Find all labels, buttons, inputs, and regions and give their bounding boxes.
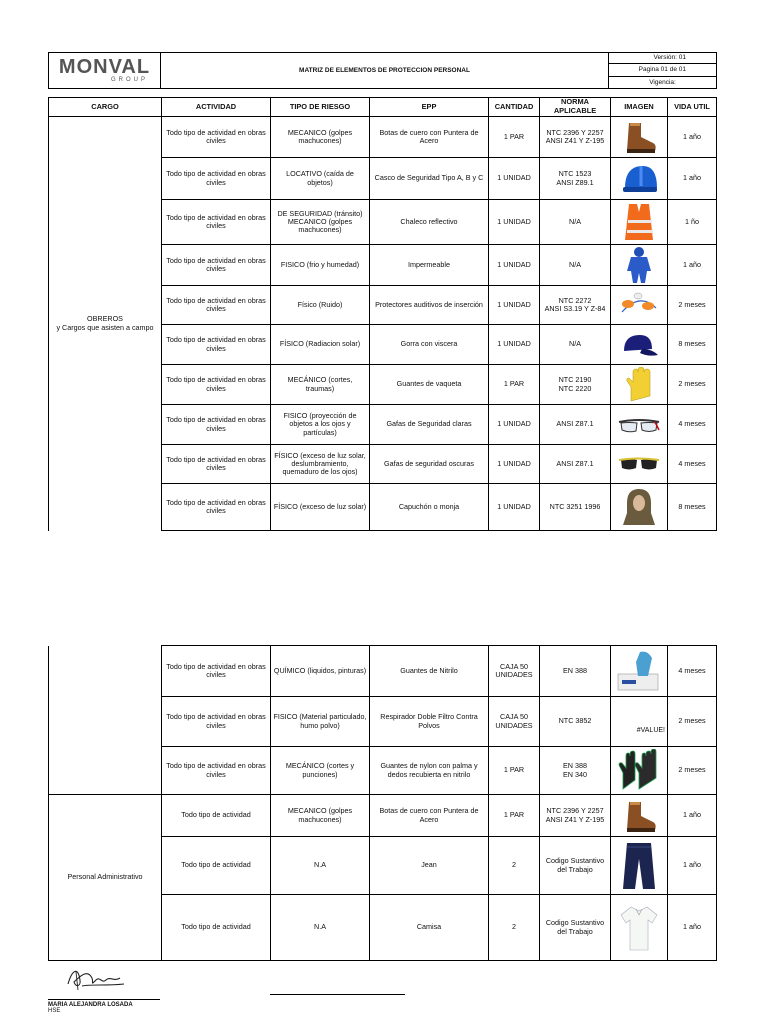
actividad-cell: Todo tipo de actividad en obras civiles [162, 646, 271, 697]
epp-cell: Gafas de Seguridad claras [370, 405, 489, 445]
imagen-cell [611, 697, 668, 747]
vigencia-label: Vigencia: [609, 76, 717, 88]
norma-cell: NTC 2396 Y 2257 ANSI Z41 Y Z-195 [540, 117, 611, 158]
hood-icon [621, 487, 657, 527]
riesgo-cell: MECÁNICO (cortes y punciones) [271, 747, 370, 795]
epp-cell: Gafas de seguridad oscuras [370, 445, 489, 484]
actividad-cell: Todo tipo de actividad [162, 895, 271, 961]
table-row [49, 795, 717, 837]
vida-util-cell: 2 meses [668, 697, 717, 747]
cantidad-cell: 1 PAR [489, 747, 540, 795]
cantidad-cell: 1 PAR [489, 365, 540, 405]
actividad-cell: Todo tipo de actividad en obras civiles [162, 158, 271, 200]
riesgo-cell: FISICO (frio y humedad) [271, 245, 370, 286]
riesgo-cell: LOCATIVO (caída de objetos) [271, 158, 370, 200]
epp-cell: Casco de Seguridad Tipo A, B y C [370, 158, 489, 200]
norma-cell: NTC 3852 [540, 697, 611, 747]
imagen-cell [611, 405, 668, 445]
col-norma: NORMA APLICABLE [540, 98, 611, 117]
norma-cell: N/A [540, 325, 611, 365]
riesgo-cell: MECÁNICO (cortes, traumas) [271, 365, 370, 405]
glove-icon [623, 367, 655, 403]
nylon-gloves-icon [617, 749, 661, 793]
imagen-cell [611, 646, 668, 697]
signer-role: HSE [48, 1008, 61, 1014]
cantidad-cell: 2 [489, 895, 540, 961]
epp-cell: Impermeable [370, 245, 489, 286]
vida-util-cell: 8 meses [668, 325, 717, 365]
norma-cell: EN 388 EN 340 [540, 747, 611, 795]
cantidad-cell: 1 UNIDAD [489, 158, 540, 200]
norma-cell: NTC 2396 Y 2257 ANSI Z41 Y Z-195 [540, 795, 611, 837]
col-actividad: ACTIVIDAD [162, 98, 271, 117]
actividad-cell: Todo tipo de actividad en obras civiles [162, 286, 271, 325]
norma-cell: NTC 2272 ANSI S3.19 Y Z-84 [540, 286, 611, 325]
riesgo-cell: FISICO (Material particulado, humo polvo) [271, 697, 370, 747]
signature-block [48, 962, 163, 1014]
actividad-cell: Todo tipo de actividad en obras civiles [162, 484, 271, 531]
epp-cell: Guantes de Nitrilo [370, 646, 489, 697]
norma-cell: NTC 2190 NTC 2220 [540, 365, 611, 405]
cargo-obreros: OBREROS y Cargos que asisten a campo [49, 117, 162, 531]
epp-cell: Respirador Doble Filtro Contra Polvos [370, 697, 489, 747]
vest-icon [619, 200, 659, 244]
helmet-icon [619, 160, 659, 198]
vida-util-cell: 1 año [668, 837, 717, 895]
riesgo-cell: QUÍMICO (liquidos, pinturas) [271, 646, 370, 697]
col-epp: EPP [370, 98, 489, 117]
epp-table-page2 [48, 645, 717, 961]
handwritten-signature [62, 962, 132, 994]
cantidad-cell: 1 UNIDAD [489, 325, 540, 365]
signer-name: MARIA ALEJANDRA LOSADA [48, 1002, 133, 1008]
vida-util-cell: 1 año [668, 117, 717, 158]
table-row [49, 117, 717, 158]
cantidad-cell: 1 PAR [489, 795, 540, 837]
actividad-cell: Todo tipo de actividad [162, 795, 271, 837]
epp-cell: Guantes de vaqueta [370, 365, 489, 405]
boot-icon [619, 798, 659, 834]
cantidad-cell: CAJA 50 UNIDADES [489, 697, 540, 747]
riesgo-cell: FÍSICO (Radiacion solar) [271, 325, 370, 365]
vida-util-cell: 1 año [668, 795, 717, 837]
riesgo-cell: N.A [271, 837, 370, 895]
raincoat-icon [619, 245, 659, 285]
vida-util-cell: 2 meses [668, 747, 717, 795]
actividad-cell: Todo tipo de actividad en obras civiles [162, 697, 271, 747]
col-cantidad: CANTIDAD [489, 98, 540, 117]
dark-glasses-icon [617, 453, 661, 475]
page-label: Pagina 01 de 01 [609, 64, 717, 76]
riesgo-cell: MECANICO (golpes machucones) [271, 117, 370, 158]
imagen-cell [611, 895, 668, 961]
vida-util-cell: 1 ño [668, 200, 717, 245]
imagen-cell [611, 445, 668, 484]
riesgo-cell: MECANICO (golpes machucones) [271, 795, 370, 837]
actividad-cell: Todo tipo de actividad en obras civiles [162, 245, 271, 286]
epp-cell: Chaleco reflectivo [370, 200, 489, 245]
norma-cell: Codigo Sustantivo del Trabajo [540, 895, 611, 961]
epp-cell: Botas de cuero con Puntera de Acero [370, 795, 489, 837]
vida-util-cell: 8 meses [668, 484, 717, 531]
clear-glasses-icon [617, 414, 661, 436]
epp-cell: Capuchón o monja [370, 484, 489, 531]
imagen-cell [611, 158, 668, 200]
col-tipo-riesgo: TIPO DE RIESGO [271, 98, 370, 117]
company-logo [49, 53, 161, 89]
imagen-cell [611, 117, 668, 158]
cargo-administrativo: Personal Administrativo [49, 795, 162, 961]
table-header-row [49, 98, 717, 117]
cantidad-cell: 1 UNIDAD [489, 405, 540, 445]
imagen-cell [611, 245, 668, 286]
vida-util-cell: 4 meses [668, 445, 717, 484]
second-signature-line [270, 994, 405, 995]
actividad-cell: Todo tipo de actividad en obras civiles [162, 747, 271, 795]
cap-icon [618, 331, 660, 359]
imagen-cell [611, 286, 668, 325]
vida-util-cell: 1 año [668, 158, 717, 200]
actividad-cell: Todo tipo de actividad en obras civiles [162, 325, 271, 365]
jeans-icon [619, 841, 659, 891]
col-cargo: CARGO [49, 98, 162, 117]
epp-cell: Botas de cuero con Puntera de Acero [370, 117, 489, 158]
version-label: Versión: 01 [609, 53, 717, 64]
cargo-obreros-continued [49, 646, 162, 795]
vida-util-cell: 4 meses [668, 646, 717, 697]
actividad-cell: Todo tipo de actividad en obras civiles [162, 365, 271, 405]
boot-icon [619, 119, 659, 155]
epp-cell: Jean [370, 837, 489, 895]
logo-subtitle: GROUP [110, 77, 148, 84]
image-error-text: #VALUE! [636, 727, 665, 735]
cantidad-cell: 1 UNIDAD [489, 286, 540, 325]
actividad-cell: Todo tipo de actividad [162, 837, 271, 895]
riesgo-cell: DE SEGURIDAD (tránsito) MECANICO (golpes machucones) [271, 200, 370, 245]
vida-util-cell: 2 meses [668, 365, 717, 405]
epp-cell: Guantes de nylon con palma y dedos recubierta en nitrilo [370, 747, 489, 795]
actividad-cell: Todo tipo de actividad en obras civiles [162, 117, 271, 158]
document-header [48, 52, 717, 89]
imagen-cell [611, 484, 668, 531]
norma-cell: NTC 3251 1996 [540, 484, 611, 531]
col-imagen: IMAGEN [611, 98, 668, 117]
imagen-cell [611, 365, 668, 405]
vida-util-cell: 1 año [668, 895, 717, 961]
vida-util-cell: 1 año [668, 245, 717, 286]
cantidad-cell: 1 UNIDAD [489, 245, 540, 286]
cantidad-cell: 1 UNIDAD [489, 200, 540, 245]
cantidad-cell: 1 UNIDAD [489, 484, 540, 531]
vida-util-cell: 4 meses [668, 405, 717, 445]
norma-cell: EN 388 [540, 646, 611, 697]
epp-table-page1 [48, 97, 717, 531]
imagen-cell [611, 200, 668, 245]
imagen-cell [611, 795, 668, 837]
norma-cell: NTC 1523 ANSI Z89.1 [540, 158, 611, 200]
earplug-icon [618, 290, 660, 320]
col-vida-util: VIDA UTIL [668, 98, 717, 117]
cantidad-cell: CAJA 50 UNIDADES [489, 646, 540, 697]
epp-cell: Gorra con viscera [370, 325, 489, 365]
actividad-cell: Todo tipo de actividad en obras civiles [162, 200, 271, 245]
epp-cell: Camisa [370, 895, 489, 961]
actividad-cell: Todo tipo de actividad en obras civiles [162, 445, 271, 484]
norma-cell: N/A [540, 245, 611, 286]
cantidad-cell: 2 [489, 837, 540, 895]
riesgo-cell: FISICO (proyección de objetos a los ojos y partículas) [271, 405, 370, 445]
norma-cell: ANSI Z87.1 [540, 445, 611, 484]
imagen-cell [611, 747, 668, 795]
actividad-cell: Todo tipo de actividad en obras civiles [162, 405, 271, 445]
imagen-cell [611, 325, 668, 365]
logo-wordmark: MONVAL [58, 56, 151, 79]
norma-cell: Codigo Sustantivo del Trabajo [540, 837, 611, 895]
riesgo-cell: Físico (Ruido) [271, 286, 370, 325]
norma-cell: N/A [540, 200, 611, 245]
riesgo-cell: N.A [271, 895, 370, 961]
imagen-cell [611, 837, 668, 895]
norma-cell: ANSI Z87.1 [540, 405, 611, 445]
riesgo-cell: FÍSICO (exceso de luz solar, deslumbramiento, quemaduro de los ojos) [271, 445, 370, 484]
vida-util-cell: 2 meses [668, 286, 717, 325]
document-title: MATRIZ DE ELEMENTOS DE PROTECCION PERSONAL [161, 53, 609, 89]
shirt-icon [619, 903, 659, 953]
cantidad-cell: 1 PAR [489, 117, 540, 158]
nitrile-gloves-icon [616, 648, 662, 694]
table-row [49, 646, 717, 697]
epp-cell: Protectores auditivos de inserción [370, 286, 489, 325]
cantidad-cell: 1 UNIDAD [489, 445, 540, 484]
riesgo-cell: FÍSICO (exceso de luz solar) [271, 484, 370, 531]
